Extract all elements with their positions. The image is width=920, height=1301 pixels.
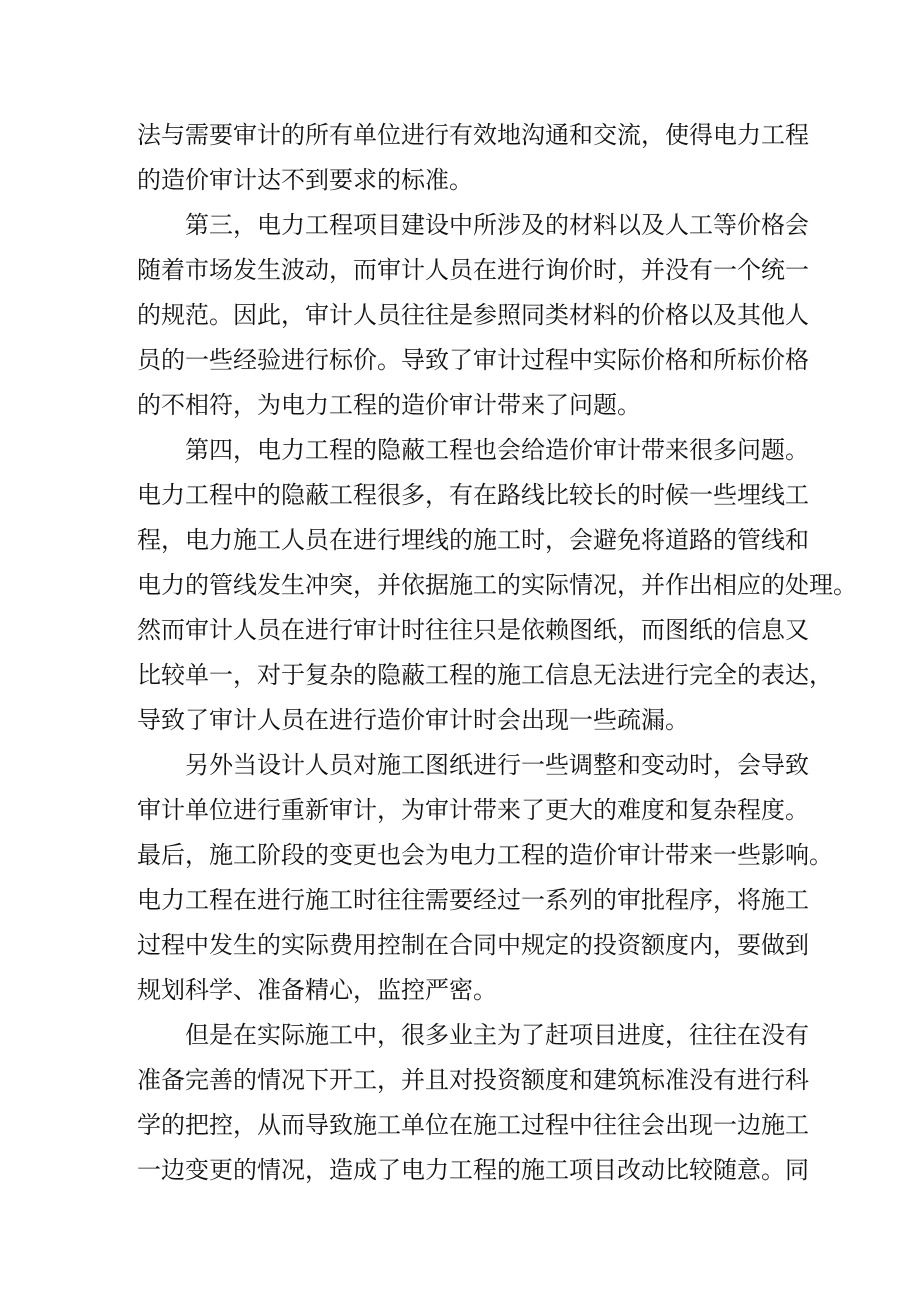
text-line: 最后，施工阶段的变更也会为电力工程的造价审计带来一些影响。 <box>137 841 833 869</box>
text-line: 第三，电力工程项目建设中所涉及的材料以及人工等价格会 <box>185 211 809 239</box>
paragraph-continuation <box>137 113 809 203</box>
text-line: 准备完善的情况下开工，并且对投资额度和建筑标准没有进行科 <box>137 1066 809 1094</box>
text-line: 的不相符，为电力工程的造价审计带来了问题。 <box>137 391 641 419</box>
text-line: 过程中发生的实际费用控制在合同中规定的投资额度内，要做到 <box>137 931 809 959</box>
text-line: 法与需要审计的所有单位进行有效地沟通和交流，使得电力工程 <box>137 121 809 149</box>
paragraph-construction-changes <box>137 1013 809 1193</box>
text-line: 一边变更的情况，造成了电力工程的施工项目改动比较随意。同 <box>137 1156 809 1184</box>
text-line: 但是在实际施工中，很多业主为了赶项目进度，往往在没有 <box>185 1021 809 1049</box>
text-line: 电力工程在进行施工时往往需要经过一系列的审批程序，将施工 <box>137 886 809 914</box>
text-line: 的造价审计达不到要求的标准。 <box>137 166 473 194</box>
document-body <box>137 113 857 1193</box>
paragraph-design-changes <box>137 743 833 1013</box>
text-line: 第四，电力工程的隐蔽工程也会给造价审计带来很多问题。 <box>185 436 809 464</box>
text-line: 另外当设计人员对施工图纸进行一些调整和变动时，会导致 <box>185 751 809 779</box>
text-line: 程，电力施工人员在进行埋线的施工时，会避免将道路的管线和 <box>137 526 809 554</box>
text-line: 员的一些经验进行标价。导致了审计过程中实际价格和所标价格 <box>137 346 809 374</box>
text-line: 然而审计人员在进行审计时往往只是依赖图纸，而图纸的信息又 <box>137 616 809 644</box>
paragraph-third <box>137 203 809 428</box>
text-line: 审计单位进行重新审计，为审计带来了更大的难度和复杂程度。 <box>137 796 809 824</box>
text-line: 导致了审计人员在进行造价审计时会出现一些疏漏。 <box>137 706 689 734</box>
text-line: 电力的管线发生冲突，并依据施工的实际情况，并作出相应的处理。 <box>137 571 857 599</box>
text-line: 随着市场发生波动，而审计人员在进行询价时，并没有一个统一 <box>137 256 809 284</box>
paragraph-fourth <box>137 428 857 743</box>
text-line: 电力工程中的隐蔽工程很多，有在路线比较长的时候一些埋线工 <box>137 481 809 509</box>
text-line: 的规范。因此，审计人员往往是参照同类材料的价格以及其他人 <box>137 301 809 329</box>
text-line: 学的把控，从而导致施工单位在施工过程中往往会出现一边施工 <box>137 1111 809 1139</box>
text-line: 规划科学、准备精心，监控严密。 <box>137 976 497 1004</box>
text-line: 比较单一，对于复杂的隐蔽工程的施工信息无法进行完全的表达， <box>137 661 833 689</box>
